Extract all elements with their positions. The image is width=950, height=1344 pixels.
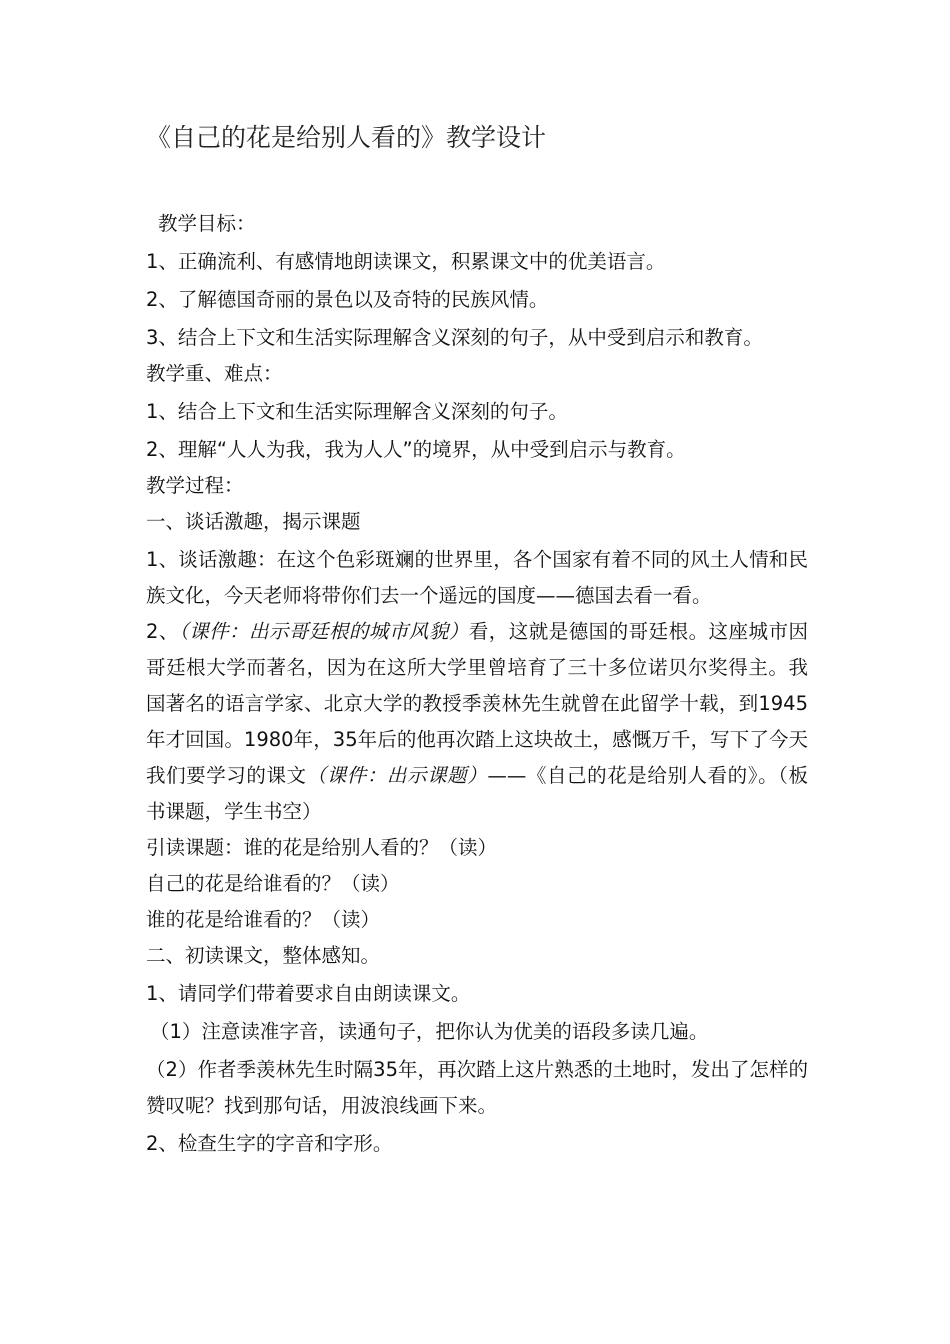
courseware-note: （课件：出示哥廷根的城市风貌）: [178, 620, 469, 643]
section2-sub-item: （1）注意读准字音，读通句子，把你认为优美的语段多读几遍。: [150, 1020, 709, 1043]
section-heading: 二、初读课文，整体感知。: [146, 944, 381, 967]
section1-item1: 1、谈话激趣：在这个色彩斑斓的世界里，各个国家有着不同的风土人情和民族文化，今天老师将带你们去一个遥远的国度——德国去看一看。: [146, 548, 808, 607]
section-heading: 一、谈话激趣，揭示课题: [146, 510, 361, 533]
key-point-item: 1、结合上下文和生活实际理解含义深刻的句子。: [146, 400, 568, 423]
reading-prompt: 自己的花是给谁看的？（读）: [146, 872, 400, 895]
section1-item2: [146, 614, 808, 830]
document-title: 《自己的花是给别人看的》教学设计: [146, 123, 547, 152]
objective-item: 1、正确流利、有感情地朗读课文，积累课文中的优美语言。: [146, 250, 666, 273]
objective-item: 3、结合上下文和生活实际理解含义深刻的句子，从中受到启示和教育。: [146, 326, 763, 349]
item-prefix: 2、: [146, 620, 179, 643]
section2-item2: 2、检查生字的字音和字形。: [146, 1132, 393, 1155]
objective-item: 2、了解德国奇丽的景色以及奇特的民族风情。: [146, 288, 549, 311]
section2-item1: 1、请同学们带着要求自由朗读课文。: [146, 982, 471, 1005]
key-point-item: 2、理解“人人为我，我为人人”的境界，从中受到启示与教育。: [146, 438, 686, 461]
reading-prompt: 引读课题：谁的花是给别人看的？（读）: [146, 836, 498, 859]
paragraph-text: 看，这就是德国的哥廷根。这座城市因哥廷根大学而著名，因为在这所大学里曾培育了三十多位诺贝尔奖得主。我国著名的语言学家、北京大学的教授季羡林先生就曾在此留学十载，到1945年才回国。1980年，35年后的他再次踏上这块故土，感慨万千，写下了今天我们要学习的课文: [146, 620, 808, 787]
paragraph-text: ——《自己的花是给别人看的》。（板书课题，学生书空）: [146, 764, 808, 823]
objectives-heading: 教学目标：: [158, 212, 256, 235]
process-heading: 教学过程：: [146, 474, 244, 497]
key-points-heading: 教学重、难点：: [146, 362, 283, 385]
reading-prompt: 谁的花是给谁看的？（读）: [146, 908, 381, 931]
courseware-note: （课件：出示课题）: [306, 764, 488, 787]
document-body: [146, 206, 808, 1162]
section2-sub-item: （2）作者季羡林先生时隔35年，再次踏上这片熟悉的土地时，发出了怎样的赞叹呢？找到那句话，用波浪线画下来。: [146, 1058, 808, 1117]
